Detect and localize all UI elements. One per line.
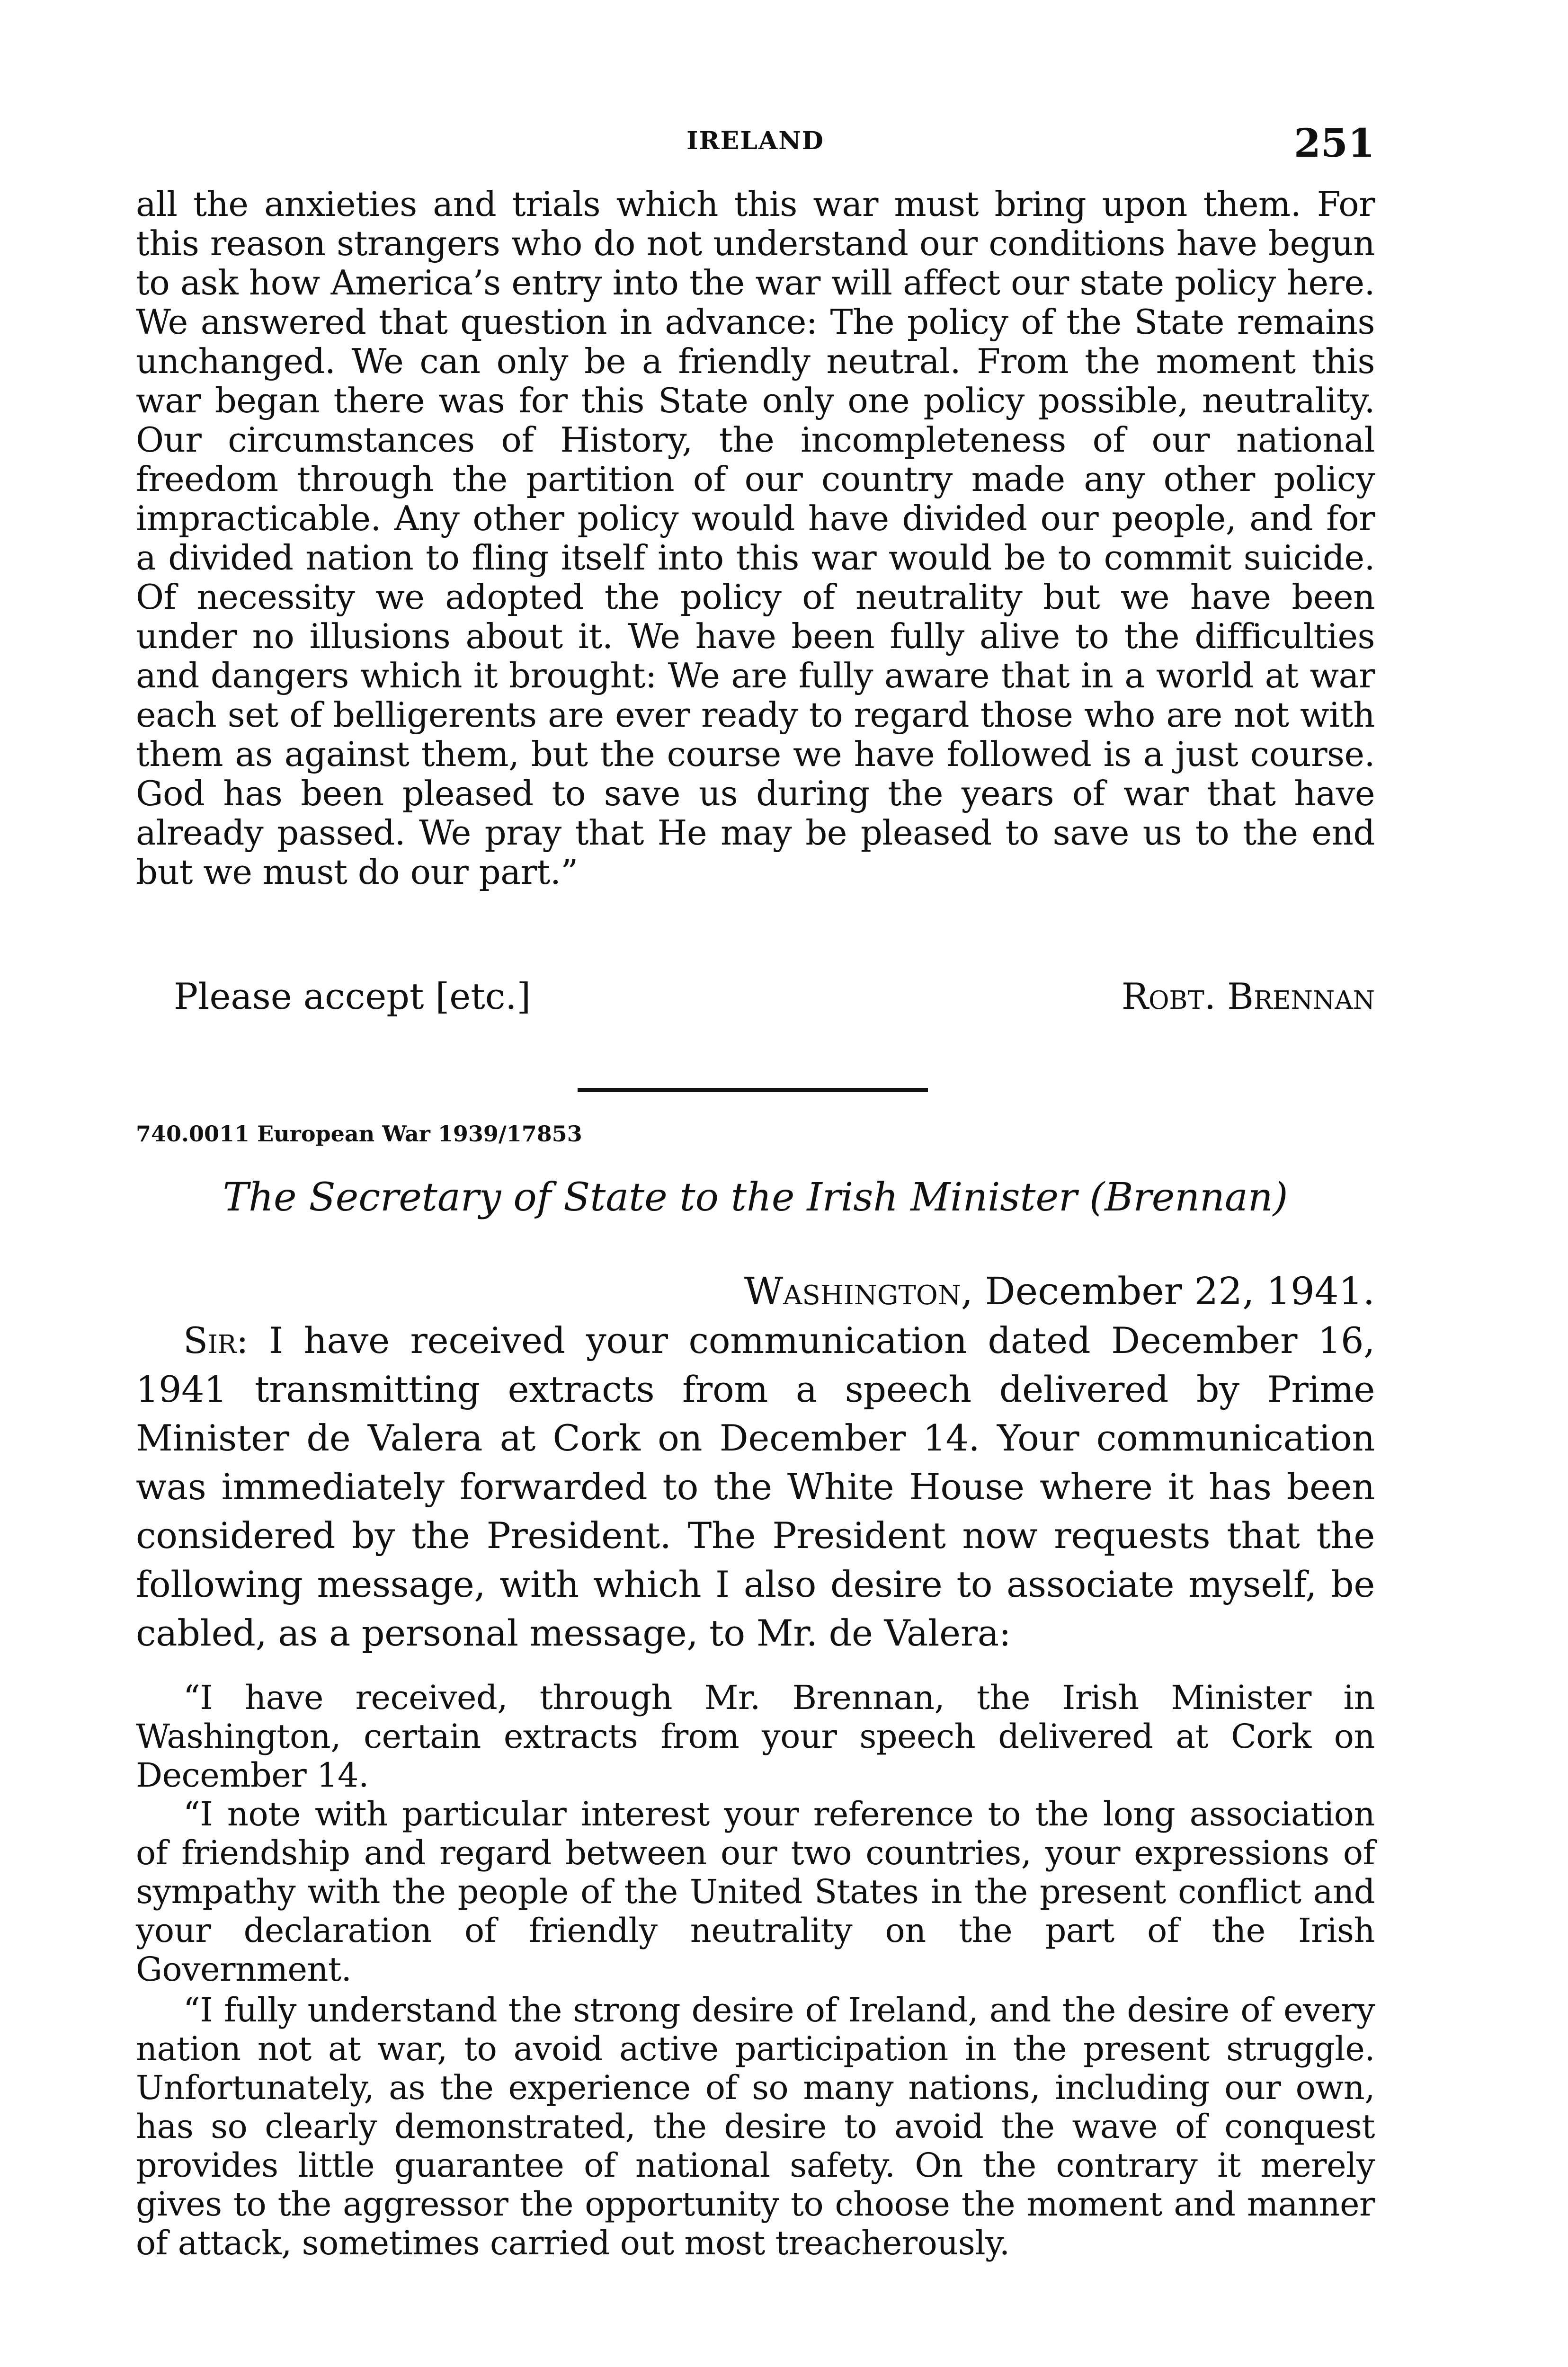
page-number: 251 (1293, 121, 1375, 166)
signoff (136, 975, 1375, 1018)
dateline-place: Washington (744, 1269, 961, 1313)
letter-body (136, 1316, 1375, 1657)
dateline-date: , December 22, 1941. (961, 1269, 1375, 1313)
dateline (136, 1269, 1375, 1314)
opening-text: : I have received your communication dated December 16, 1941 transmitting extracts from a speech delivered by Prime Minister de Valera at Cork on December 14. Your communication was immediately forwarded to the White House where it has been considered by the President. The President now requests that the following message, with which I also desire to associate myself, be cabled, as a personal message, to Mr. de Valera: (136, 1319, 1375, 1654)
quoted-paragraph: “I note with particular interest your reference to the long association of friendship and regard between our two countries, your expressions of sympathy with the people of the United States in the present conflict and your declaration of friendly neutrality on the part of the Irish Government. (136, 1795, 1375, 1989)
closing-text: Please accept [etc.] (174, 975, 531, 1017)
quoted-paragraph: “I have received, through Mr. Brennan, the Irish Minister in Washington, certain extracts from your speech delivered at Cork on December 14. (136, 1678, 1375, 1795)
letter-opening-paragraph (136, 1316, 1375, 1657)
document-title: The Secretary of State to the Irish Minister (Brennan) (223, 1175, 1288, 1220)
continued-paragraph: all the anxieties and trials which this war must bring upon them. For this reason strangers who do not understand our conditions have begun to ask how America’s entry into the war will affect our state policy here. We answered that question in advance: The policy of the State remains unchanged. We can only be a friendly neutral. From the moment this war began there was for this State only one policy possible, neutrality. Our circumstances of History, the incompleteness of our national freedom through the partition of our country made any other policy impracticable. Any other policy would have divided our people, and for a divided nation to fling itself into this war would be to commit suicide. Of necessity we adopted the policy of neutrality but we have been under no illusions about it. We have been fully alive to the difficulties and dangers which it brought: We are fully aware that in a world at war each set of belligerents are ever ready to regard those who are not with them as against them, but the course we have followed is a just course. God has been pleased to save us during the years of war that have already passed. We pray that He may be pleased to save us to the end but we must do our part.” (136, 184, 1375, 892)
continued-paragraph-block (136, 185, 1375, 892)
quoted-paragraph: “I fully understand the strong desire of Ireland, and the desire of every nation not at war, to avoid active participation in the present struggle. Unfortunately, as the experience of so many nations, including our own, has so clearly demonstrated, the desire to avoid the wave of conquest provides little guarantee of national safety. On the contrary it merely gives to the aggressor the opportunity to choose the moment and manner of attack, sometimes carried out most treacherously. (136, 1991, 1375, 2262)
running-head: IRELAND (686, 126, 824, 155)
salutation: Sir (183, 1319, 237, 1361)
page-header (136, 121, 1375, 173)
file-reference: 740.0011 European War 1939/17853 (136, 1121, 582, 1147)
quoted-message (136, 1678, 1375, 2264)
signature: Robt. Brennan (1121, 975, 1375, 1017)
section-divider (578, 1088, 928, 1092)
